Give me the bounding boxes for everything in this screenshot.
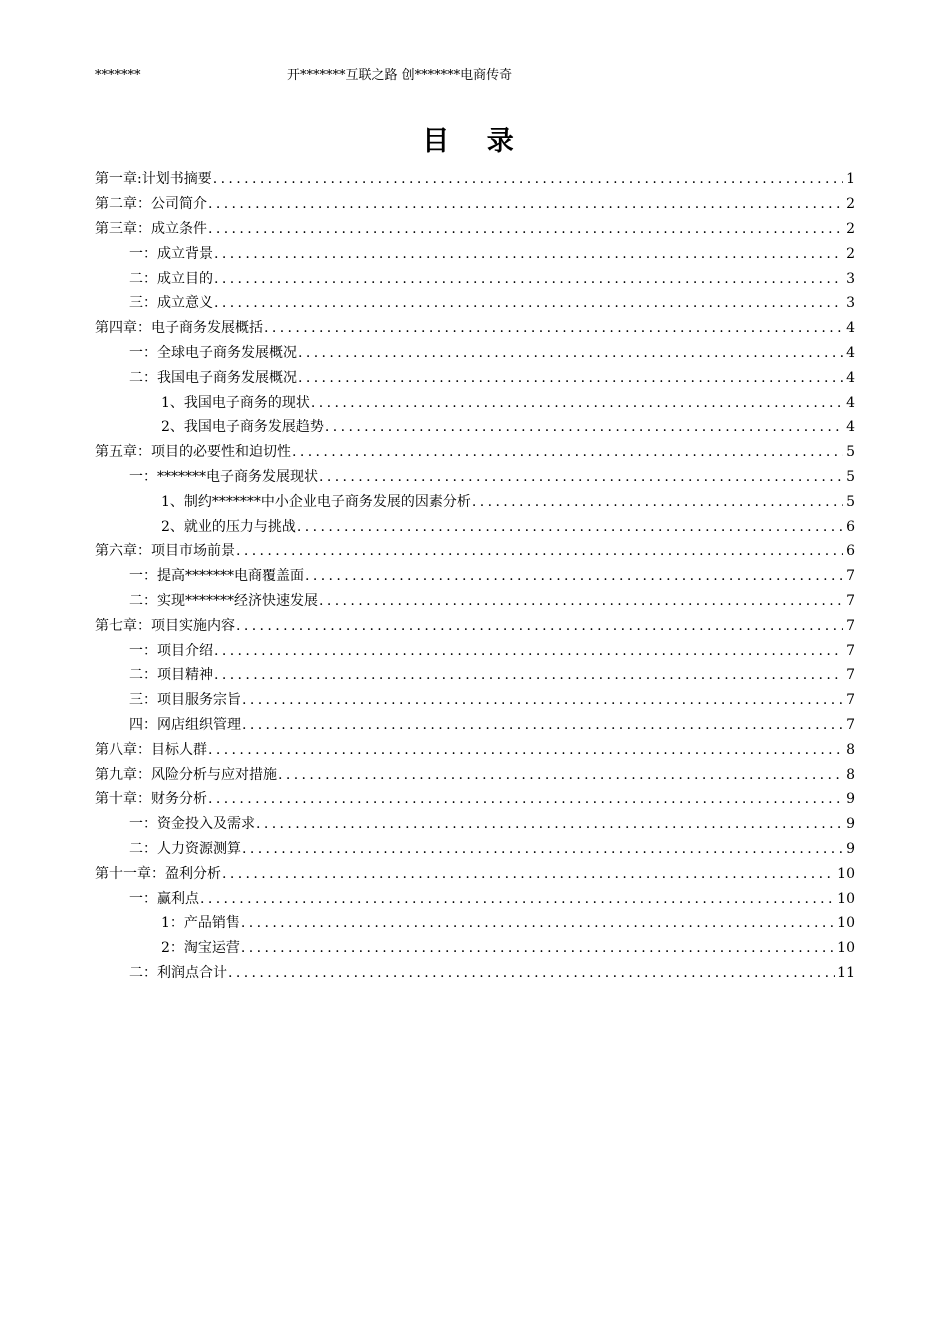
toc-entry-label: 1、制约*******中小企业电子商务发展的因素分析: [161, 493, 471, 510]
toc-entry[interactable]: [95, 737, 855, 762]
toc-dot-leader: [200, 890, 835, 908]
toc-entry[interactable]: [95, 167, 855, 192]
toc-entry-page-number: 5: [846, 444, 855, 461]
toc-entry[interactable]: [95, 762, 855, 787]
toc-entry-page-number: 3: [846, 270, 855, 287]
toc-entry-label: 第五章：项目的必要性和迫切性: [95, 444, 291, 461]
toc-entry-page-number: 4: [846, 419, 855, 436]
toc-entry-page-number: 4: [846, 320, 855, 337]
toc-entry[interactable]: [95, 489, 855, 514]
toc-entry[interactable]: [95, 217, 855, 242]
toc-entry-label: 2：淘宝运营: [161, 940, 240, 957]
toc-entry-page-number: 9: [846, 816, 855, 833]
toc-entry-label: 一：资金投入及需求: [129, 816, 255, 833]
header-center-text: 开*******互联之路 创*******电商传奇: [287, 68, 513, 83]
toc-entry[interactable]: [95, 514, 855, 539]
toc-dot-leader: [256, 815, 843, 833]
toc-dot-leader: [214, 245, 843, 263]
toc-entry-label: 一：项目介绍: [129, 642, 213, 659]
toc-entry-page-number: 9: [846, 840, 855, 857]
toc-entry-label: 三：项目服务宗旨: [129, 692, 241, 709]
toc-entry-page-number: 6: [846, 518, 855, 535]
toc-entry-page-number: 11: [837, 964, 855, 981]
toc-entry[interactable]: [95, 589, 855, 614]
toc-entry[interactable]: [95, 663, 855, 688]
toc-entry-page-number: 5: [846, 493, 855, 510]
toc-entry-page-number: 2: [846, 245, 855, 262]
toc-entry-label: 第三章：成立条件: [95, 220, 207, 237]
toc-entry[interactable]: [95, 415, 855, 440]
toc-entry-label: 二：人力资源测算: [129, 840, 241, 857]
toc-entry[interactable]: [95, 316, 855, 341]
toc-entry-page-number: 3: [846, 295, 855, 312]
toc-entry-label: 第二章：公司简介: [95, 196, 207, 213]
toc-entry-label: 三：成立意义: [129, 295, 213, 312]
toc-entry-label: 1、我国电子商务的现状: [161, 394, 310, 411]
toc-entry[interactable]: [95, 613, 855, 638]
toc-entry-page-number: 2: [846, 220, 855, 237]
toc-entry[interactable]: [95, 638, 855, 663]
toc-entry-label: 1：产品销售: [161, 915, 240, 932]
toc-entry-page-number: 4: [846, 369, 855, 386]
toc-entry[interactable]: [95, 266, 855, 291]
toc-dot-leader: [236, 542, 843, 560]
toc-entry[interactable]: [95, 961, 855, 986]
toc-entry-label: 四：网店组织管理: [129, 716, 241, 733]
toc-entry-label: 一：*******电子商务发展现状: [129, 468, 318, 485]
toc-entry-page-number: 10: [837, 940, 855, 957]
toc-entry[interactable]: [95, 241, 855, 266]
toc-entry-page-number: 7: [846, 667, 855, 684]
toc-entry-label: 一：提高*******电商覆盖面: [129, 568, 304, 585]
toc-entry-page-number: 9: [846, 791, 855, 808]
toc-dot-leader: [213, 170, 843, 188]
toc-entry-label: 二：利润点合计: [129, 964, 227, 981]
toc-entry-page-number: 7: [846, 692, 855, 709]
toc-entry-label: 第一章:计划书摘要: [95, 171, 212, 188]
toc-entry-page-number: 4: [846, 344, 855, 361]
toc-title: 目 录: [422, 126, 528, 157]
toc-entry-page-number: 1: [846, 171, 855, 188]
toc-entry[interactable]: [95, 365, 855, 390]
toc-dot-leader: [242, 716, 843, 734]
toc-dot-leader: [241, 939, 835, 957]
toc-entry-label: 一：成立背景: [129, 245, 213, 262]
table-of-contents: [95, 167, 855, 985]
toc-entry[interactable]: [95, 787, 855, 812]
toc-entry-page-number: 8: [846, 741, 855, 758]
toc-entry-label: 二：成立目的: [129, 270, 213, 287]
toc-dot-leader: [214, 294, 843, 312]
toc-dot-leader: [242, 840, 843, 858]
toc-entry-label: 第八章：目标人群: [95, 741, 207, 758]
toc-dot-leader: [208, 741, 843, 759]
toc-dot-leader: [214, 270, 843, 288]
toc-entry-label: 一：赢利点: [129, 890, 199, 907]
toc-entry-page-number: 10: [837, 890, 855, 907]
toc-entry-label: 2、我国电子商务发展趋势: [161, 419, 324, 436]
toc-entry-label: 第九章：风险分析与应对措施: [95, 766, 277, 783]
toc-dot-leader: [228, 964, 835, 982]
toc-dot-leader: [242, 691, 843, 709]
toc-entry[interactable]: [95, 713, 855, 738]
toc-dot-leader: [292, 443, 843, 461]
header-left-text: *******: [95, 68, 141, 83]
toc-dot-leader: [236, 617, 843, 635]
toc-entry-page-number: 7: [846, 642, 855, 659]
toc-dot-leader: [319, 592, 843, 610]
toc-entry[interactable]: [95, 837, 855, 862]
toc-entry[interactable]: [95, 465, 855, 490]
toc-entry[interactable]: [95, 341, 855, 366]
toc-entry-label: 第十章：财务分析: [95, 791, 207, 808]
toc-entry[interactable]: [95, 192, 855, 217]
toc-entry[interactable]: [95, 291, 855, 316]
toc-dot-leader: [214, 666, 843, 684]
toc-dot-leader: [311, 394, 843, 412]
toc-entry-label: 2、就业的压力与挑战: [161, 518, 296, 535]
toc-entry-page-number: 7: [846, 568, 855, 585]
toc-entry-label: 一：全球电子商务发展概况: [129, 344, 297, 361]
toc-dot-leader: [208, 195, 843, 213]
toc-entry[interactable]: [95, 936, 855, 961]
toc-entry-page-number: 8: [846, 766, 855, 783]
toc-entry[interactable]: [95, 861, 855, 886]
toc-entry[interactable]: [95, 390, 855, 415]
toc-dot-leader: [297, 518, 843, 536]
toc-entry[interactable]: [95, 539, 855, 564]
toc-entry[interactable]: [95, 812, 855, 837]
toc-entry-page-number: 10: [837, 865, 855, 882]
toc-dot-leader: [305, 567, 843, 585]
toc-entry-page-number: 2: [846, 196, 855, 213]
toc-entry[interactable]: [95, 564, 855, 589]
toc-entry-label: 二：我国电子商务发展概况: [129, 369, 297, 386]
toc-dot-leader: [208, 790, 843, 808]
toc-entry-label: 第七章：项目实施内容: [95, 617, 235, 634]
toc-entry[interactable]: [95, 688, 855, 713]
toc-dot-leader: [208, 220, 843, 238]
toc-dot-leader: [298, 344, 843, 362]
toc-entry-page-number: 5: [846, 468, 855, 485]
toc-dot-leader: [472, 493, 843, 511]
toc-entry-label: 第十一章：盈利分析: [95, 865, 221, 882]
toc-dot-leader: [241, 914, 835, 932]
toc-dot-leader: [214, 642, 843, 660]
toc-entry-page-number: 7: [846, 617, 855, 634]
toc-entry-label: 第六章：项目市场前景: [95, 543, 235, 560]
toc-dot-leader: [298, 369, 843, 387]
toc-entry-label: 二：实现*******经济快速发展: [129, 592, 318, 609]
toc-dot-leader: [325, 418, 843, 436]
toc-entry[interactable]: [95, 886, 855, 911]
toc-dot-leader: [319, 468, 843, 486]
toc-entry[interactable]: [95, 911, 855, 936]
toc-entry-page-number: 7: [846, 592, 855, 609]
toc-dot-leader: [222, 865, 835, 883]
toc-entry-page-number: 4: [846, 394, 855, 411]
toc-dot-leader: [264, 319, 843, 337]
toc-entry-label: 第四章：电子商务发展概括: [95, 320, 263, 337]
toc-entry[interactable]: [95, 440, 855, 465]
toc-entry-page-number: 6: [846, 543, 855, 560]
toc-entry-page-number: 10: [837, 915, 855, 932]
toc-dot-leader: [278, 766, 843, 784]
toc-entry-label: 二：项目精神: [129, 667, 213, 684]
toc-entry-page-number: 7: [846, 716, 855, 733]
